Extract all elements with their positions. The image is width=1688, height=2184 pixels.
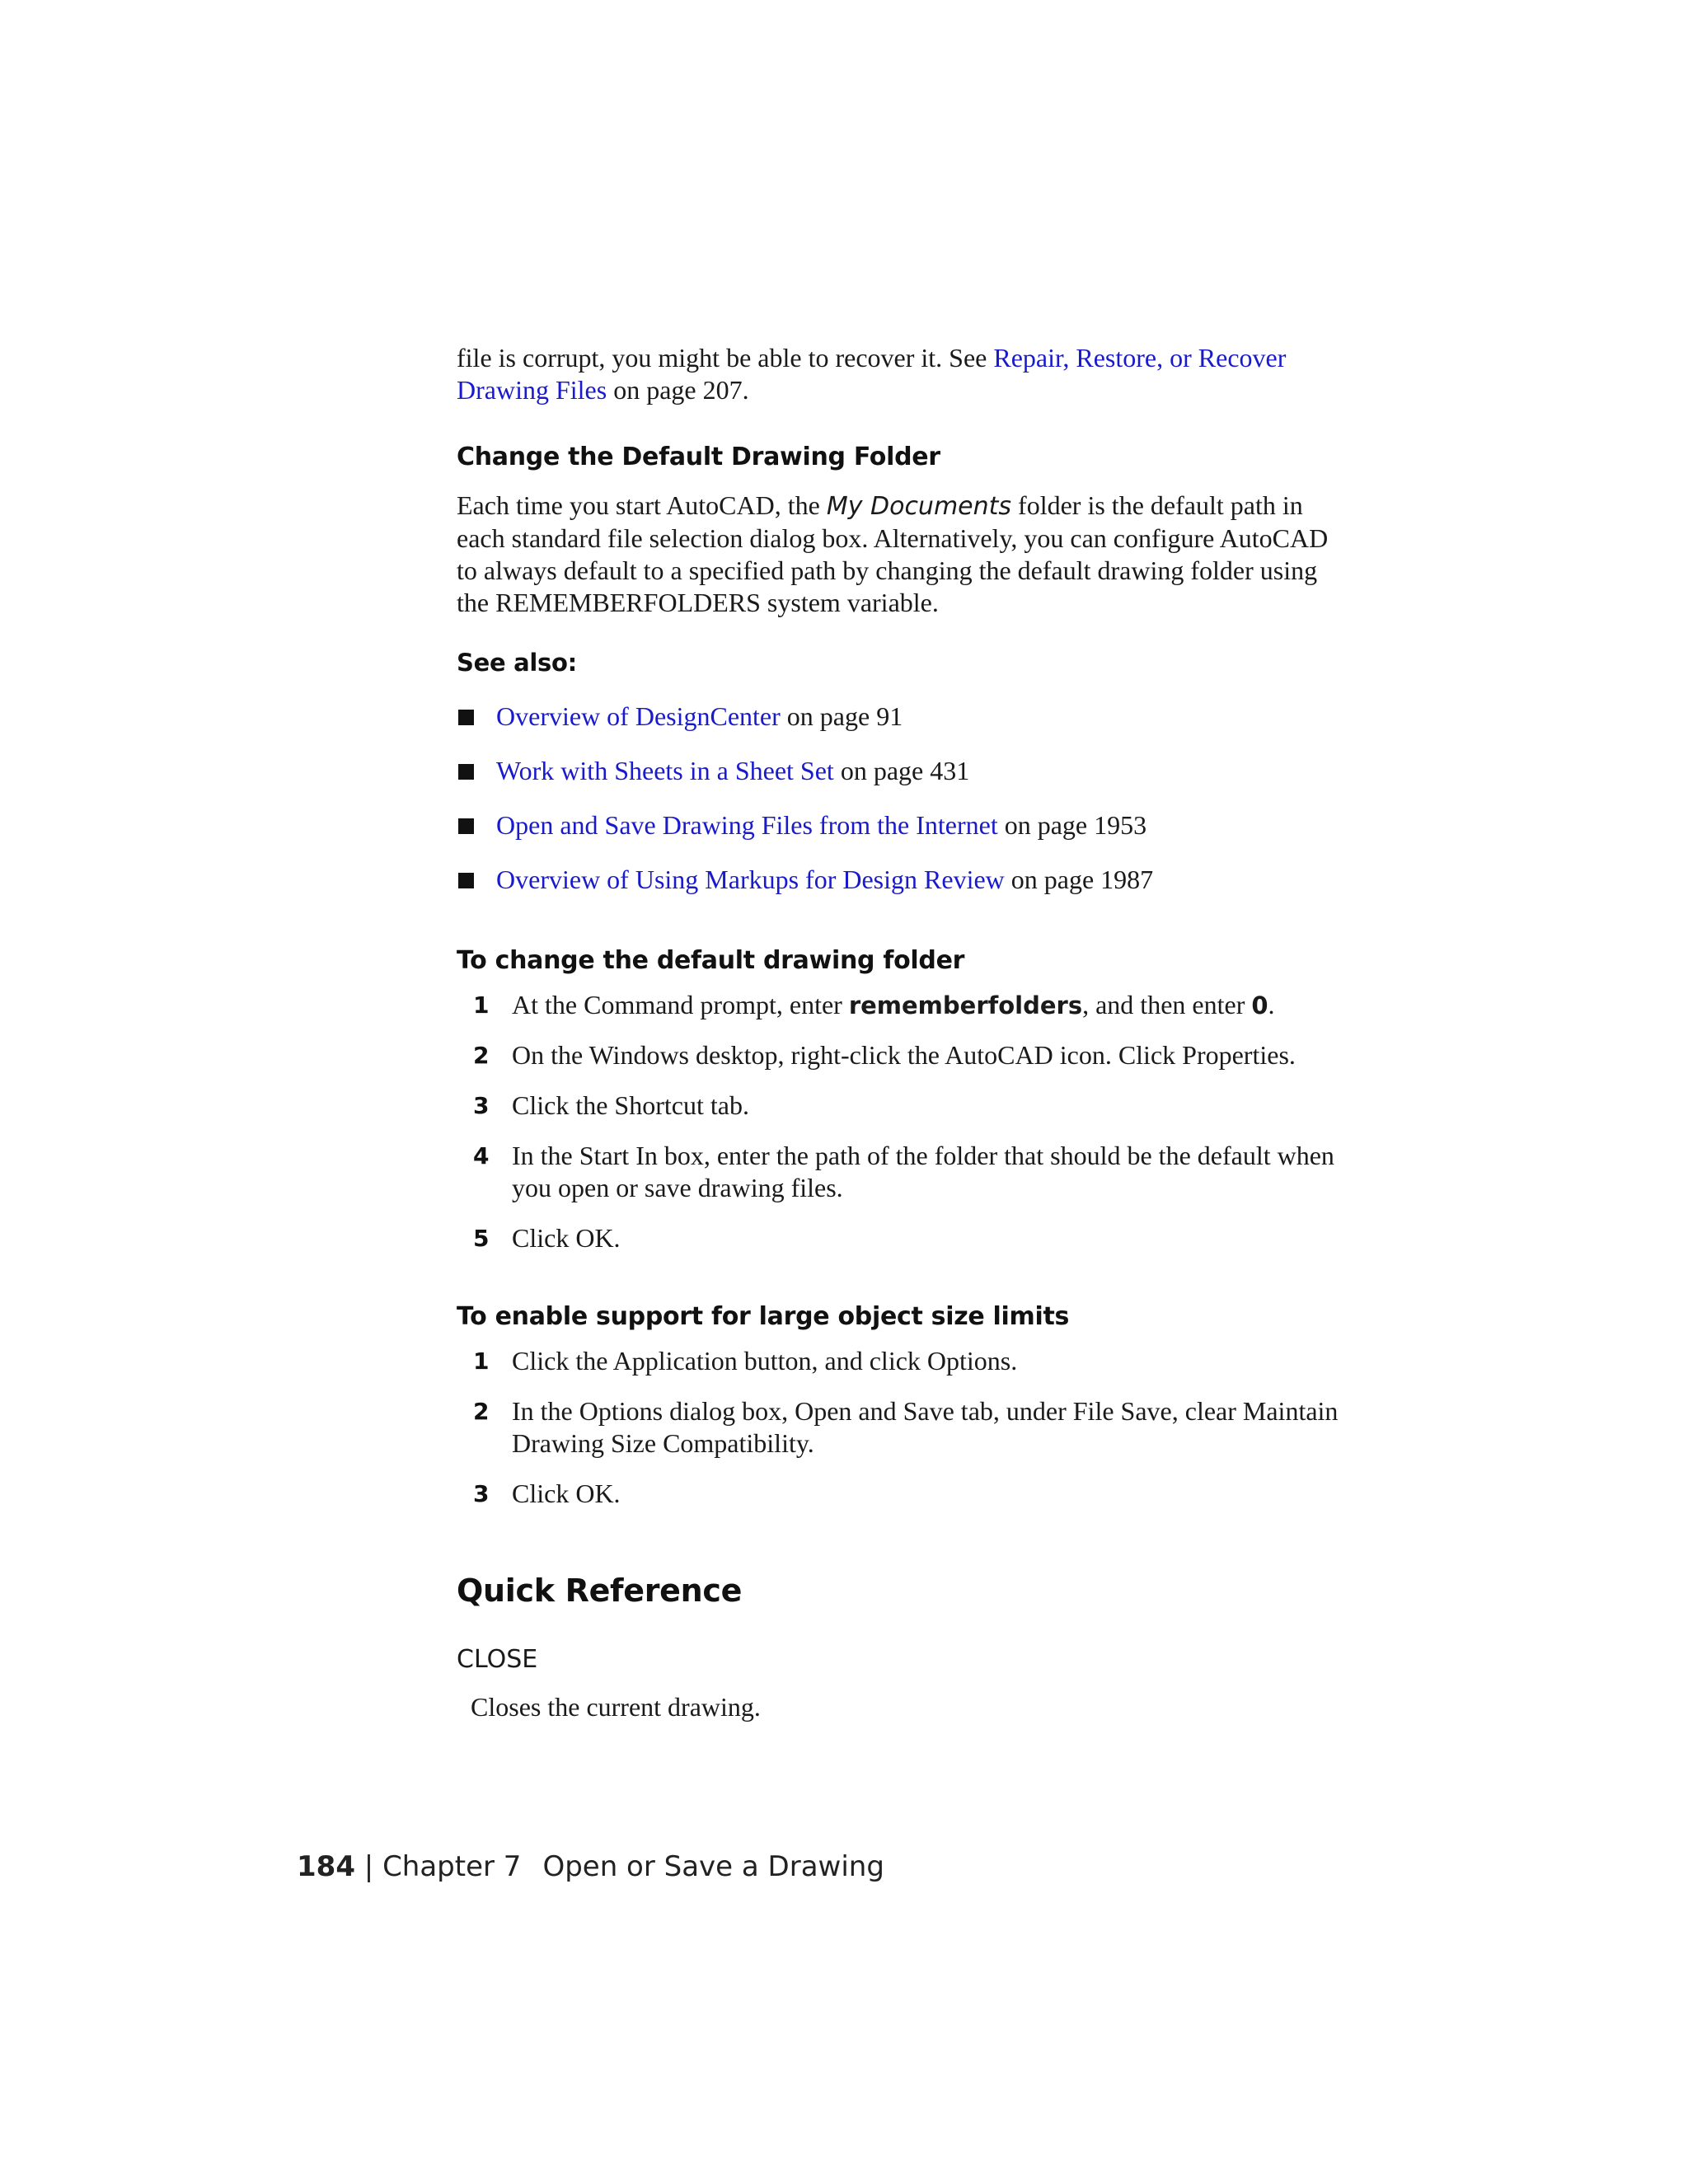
step-text: Click OK. — [512, 1479, 621, 1508]
intro-text-1: file is corrupt, you might be able to recover it. See — [457, 343, 994, 373]
see-also-item — [457, 809, 1347, 842]
procedure-step — [457, 1090, 1347, 1122]
see-also-heading: See also: — [457, 649, 577, 677]
link-repair-restore-recover[interactable]: Repair, Restore, or Recover Drawing Files — [457, 343, 1287, 405]
my-documents-emphasis: My Documents — [826, 492, 1012, 521]
default-folder-text-1: Each time you start AutoCAD, the — [457, 490, 827, 520]
link-overview-designcenter[interactable]: Overview of DesignCenter — [496, 701, 781, 731]
default-folder-paragraph — [457, 490, 1347, 619]
footer-separator: | — [354, 1850, 383, 1883]
step-text: On the Windows desktop, right-click the AutoCAD icon. Click Properties. — [512, 1040, 1296, 1070]
step-number: 2 — [473, 1042, 490, 1069]
see-also-suffix: on page 91 — [780, 701, 903, 731]
procedure-step — [457, 1140, 1347, 1206]
step-number: 1 — [473, 1347, 490, 1375]
page-footer — [297, 1849, 884, 1885]
command-description: Closes the current drawing. — [471, 1692, 761, 1722]
see-also-item — [457, 755, 1347, 788]
link-markups-design-review[interactable]: Overview of Using Markups for Design Review — [496, 865, 1005, 894]
section-heading-default-folder: Change the Default Drawing Folder — [457, 443, 940, 471]
step-number: 5 — [473, 1225, 490, 1252]
procedure-heading-large-objects: To enable support for large object size limits — [457, 1302, 1070, 1331]
step-text: At the Command prompt, enter — [512, 990, 849, 1019]
step-number: 1 — [473, 991, 490, 1019]
step-text: , and then enter — [1082, 990, 1252, 1019]
step-text: Click OK. — [512, 1223, 621, 1253]
procedure-step — [457, 1222, 1347, 1255]
step-text: Click the Shortcut tab. — [512, 1090, 749, 1120]
procedure-step — [457, 989, 1347, 1022]
command-name-close: CLOSE — [457, 1645, 538, 1674]
step-number: 2 — [473, 1398, 490, 1425]
command-value-zero: 0 — [1251, 991, 1268, 1019]
step-number: 3 — [473, 1480, 490, 1507]
quick-reference-heading: Quick Reference — [457, 1572, 743, 1609]
bullet-square-icon — [458, 818, 474, 834]
see-also-suffix: on page 431 — [833, 756, 970, 785]
step-number: 4 — [473, 1142, 490, 1169]
procedure-step — [457, 1395, 1347, 1461]
step-text: Click the Application button, and click Options. — [512, 1346, 1018, 1376]
intro-paragraph — [457, 342, 1347, 406]
step-text: . — [1268, 990, 1275, 1019]
command-rememberfolders: rememberfolders — [848, 991, 1083, 1019]
procedure-step — [457, 1345, 1347, 1378]
step-number: 3 — [473, 1092, 490, 1119]
procedure-step — [457, 1039, 1347, 1072]
link-open-save-internet[interactable]: Open and Save Drawing Files from the Internet — [496, 810, 998, 840]
bullet-square-icon — [458, 710, 474, 725]
link-work-with-sheets[interactable]: Work with Sheets in a Sheet Set — [496, 756, 834, 785]
step-text: In the Options dialog box, Open and Save tab, under File Save, clear Maintain Drawing Size Compatibility. — [512, 1396, 1339, 1458]
see-also-suffix: on page 1987 — [1004, 865, 1154, 894]
intro-text-2: on page 207. — [607, 375, 749, 405]
see-also-suffix: on page 1953 — [997, 810, 1147, 840]
chapter-title: Open or Save a Drawing — [542, 1850, 884, 1883]
bullet-square-icon — [458, 873, 474, 888]
see-also-item — [457, 701, 1347, 733]
chapter-label: Chapter 7 — [382, 1850, 522, 1883]
procedure-heading-default-folder: To change the default drawing folder — [457, 946, 965, 975]
see-also-item — [457, 864, 1347, 897]
default-folder-text-2: folder is the default path in each standard file selection dialog box. Alternatively, you can configure AutoCAD to always default to a specified path by changing the default drawing folder using the REMEMBERFOLDERS system variable. — [457, 490, 1329, 617]
page-number: 184 — [297, 1850, 355, 1883]
procedure-step — [457, 1478, 1347, 1511]
bullet-square-icon — [458, 764, 474, 780]
step-text: In the Start In box, enter the path of the folder that should be the default when you open or save drawing files. — [512, 1141, 1334, 1202]
